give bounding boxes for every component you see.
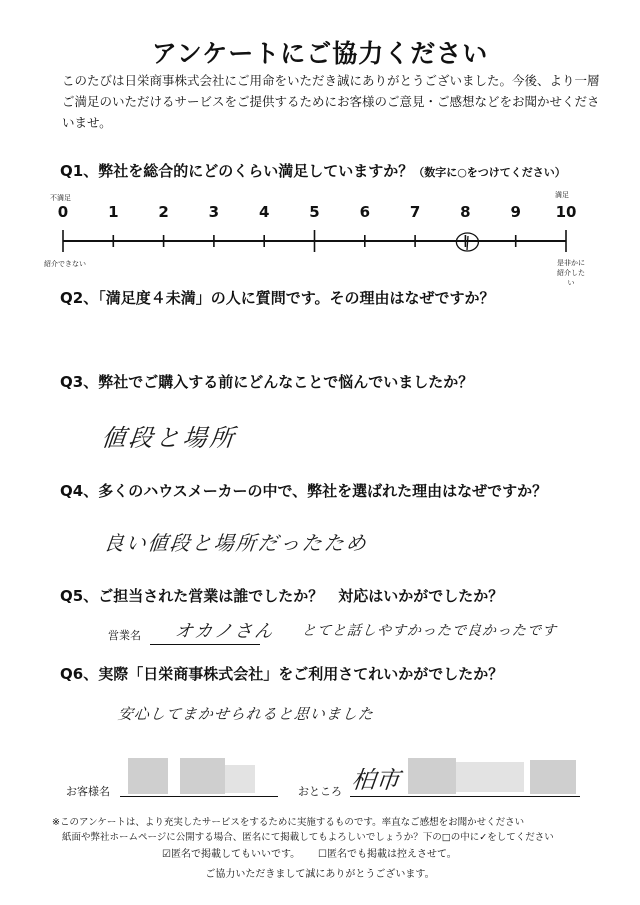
redacted-address-2 <box>456 762 524 792</box>
intro-text: このたびは日栄商事株式会社にご用命をいただき誠にありがとうございました。今後、より一層ご満足のいただけるサービスをご提供するためにお客様のご意見・ご感想などをお聞かせくださいませ。 <box>62 73 600 130</box>
redacted-address-3 <box>530 760 576 794</box>
q2-question: Q2、「満足度４未満」の人に質問です。その理由はなぜですか？ <box>60 289 495 307</box>
footer-note-1: ※このアンケートは、より充実したサービスをするために実施するものです。率直なご感想をお聞かせください <box>52 817 525 828</box>
satisfaction-scale <box>0 222 640 262</box>
scale-number-4[interactable]: 4 <box>258 203 270 221</box>
q6-answer: 安心してまかせられると思いました <box>117 705 375 723</box>
scale-number-0[interactable]: 0 <box>57 203 69 221</box>
selected-value-mark <box>467 236 468 250</box>
q5-answer: とてと話しやすかったで良かったです <box>301 623 558 639</box>
anonymous-ok-option[interactable] <box>162 845 300 860</box>
q1-label: Q1、弊社を総合的にどのくらい満足していますか？ <box>60 162 414 180</box>
scale-left-top: 不満足 <box>50 194 71 202</box>
scale-right-bottom <box>556 258 586 288</box>
scale-number-10[interactable]: 10 <box>555 203 577 221</box>
footer-note-2: 紙面や弊社ホームページに公開する場合、匿名にて掲載してもよろしいでしょうか？下の□の中に✓をしてください <box>62 832 554 843</box>
scale-left-bottom: 紹介できない <box>44 260 86 268</box>
customer-name-underline <box>120 796 278 797</box>
scale-number-9[interactable]: 9 <box>510 203 521 221</box>
anonymous-ok-checkbox[interactable]: ☑ <box>162 849 171 860</box>
staff-underline <box>150 644 260 645</box>
staff-name: オカノさん <box>173 621 276 642</box>
q5-question: Q5、ご担当された営業は誰でしたか？ 対応はいかがでしたか？ <box>60 587 504 605</box>
redacted-address-1 <box>408 758 456 794</box>
scale-number-6[interactable]: 6 <box>359 203 371 221</box>
q6-question: Q6、実際「日栄商事株式会社」をご利用さてれいかがでしたか？ <box>60 665 504 683</box>
anonymous-decline-label: 匿名でも掲載は控えさせて。 <box>326 849 457 860</box>
scale-right-bottom-1: 是非かに <box>557 259 585 267</box>
scale-number-2[interactable]: 2 <box>158 203 169 221</box>
q1-question <box>60 160 566 181</box>
scale-number-3[interactable]: 3 <box>208 203 220 221</box>
address-label: おところ <box>298 785 342 798</box>
q3-answer: 値段と場所 <box>100 424 239 452</box>
page-title: アンケートにご協力ください <box>151 39 489 68</box>
scale-number-8[interactable]: 8 <box>460 203 471 221</box>
redacted-name-2 <box>180 758 225 794</box>
q1-note: （数字に○をつけてください） <box>413 166 566 179</box>
scale-number-7[interactable]: 7 <box>409 203 421 221</box>
redacted-name-1 <box>128 758 168 794</box>
anonymous-decline-option[interactable] <box>318 845 457 860</box>
address-value: 柏市 <box>350 766 402 794</box>
scale-right-top: 満足 <box>555 191 569 199</box>
q4-answer: 良い値段と場所だったため <box>102 531 370 555</box>
customer-name-label: お客様名 <box>66 785 110 798</box>
anonymous-ok-label: 匿名で掲載してもいいです。 <box>170 849 301 860</box>
staff-label: 営業名 <box>108 629 141 642</box>
scale-number-1[interactable]: 1 <box>108 203 119 221</box>
redacted-name-3 <box>225 765 255 793</box>
address-underline <box>350 796 580 797</box>
scale-right-bottom-2: 紹介したい <box>557 269 585 287</box>
thanks-text: ご協力いただきまして誠にありがとうございます。 <box>205 869 435 880</box>
q3-question: Q3、弊社でご購入する前にどんなことで悩んでいましたか？ <box>60 373 474 391</box>
anonymous-decline-checkbox[interactable]: ☐ <box>318 849 327 860</box>
scale-number-5[interactable]: 5 <box>309 203 320 221</box>
q4-question: Q4、多くのハウスメーカーの中で、弊社を選ばれた理由はなぜですか？ <box>60 482 548 500</box>
